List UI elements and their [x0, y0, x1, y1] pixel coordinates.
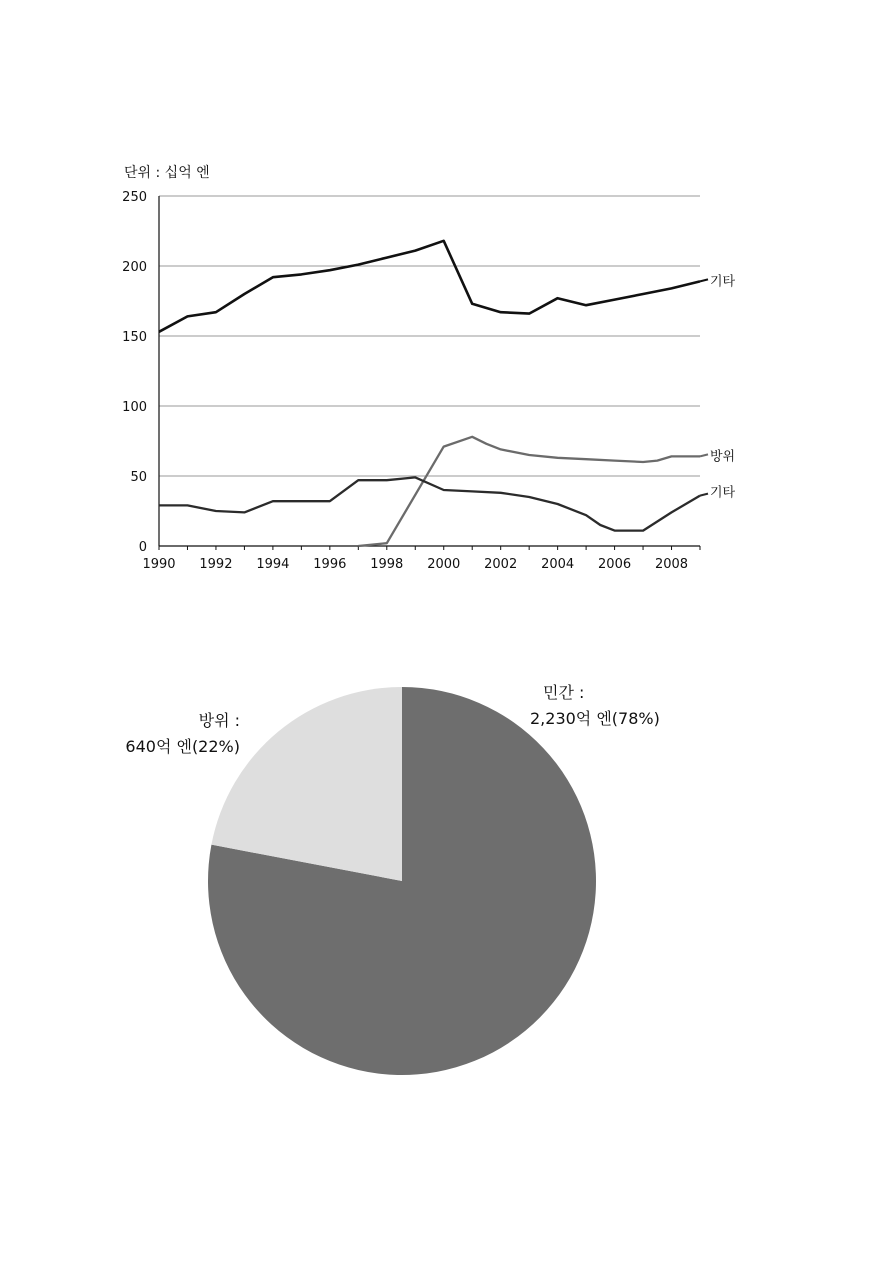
x-tick-label: 1996 — [313, 557, 347, 572]
pie-label-value: 640억 엔(22%) — [125, 737, 240, 756]
series-label: 방위 — [710, 449, 736, 465]
y-tick-label: 100 — [122, 400, 147, 415]
x-tick-label: 1998 — [370, 557, 404, 572]
y-tick-label: 50 — [130, 470, 147, 485]
y-tick-label: 150 — [122, 330, 147, 345]
pie-label-title: 방위 : — [198, 711, 240, 730]
pie-label-title: 민간 : — [543, 683, 585, 702]
x-tick-label: 2000 — [427, 557, 461, 572]
y-tick-label: 0 — [138, 540, 147, 555]
y-tick-label: 250 — [122, 190, 147, 205]
series-label: 기타 — [710, 274, 736, 290]
unit-label: 단위 : 십억 엔 — [124, 165, 210, 181]
y-tick-label: 200 — [122, 260, 147, 275]
x-tick-label: 2006 — [598, 557, 632, 572]
series-label: 기타 — [710, 485, 736, 501]
x-tick-label: 1990 — [142, 557, 176, 572]
pie-slices — [208, 687, 596, 1075]
x-tick-label: 2008 — [654, 557, 689, 572]
x-tick-label: 1994 — [256, 557, 290, 572]
x-tick-label: 1992 — [199, 557, 233, 572]
x-tick-label: 2004 — [541, 557, 575, 572]
pie-label-value: 2,230억 엔(78%) — [530, 709, 660, 728]
x-tick-label: 2002 — [484, 557, 518, 572]
